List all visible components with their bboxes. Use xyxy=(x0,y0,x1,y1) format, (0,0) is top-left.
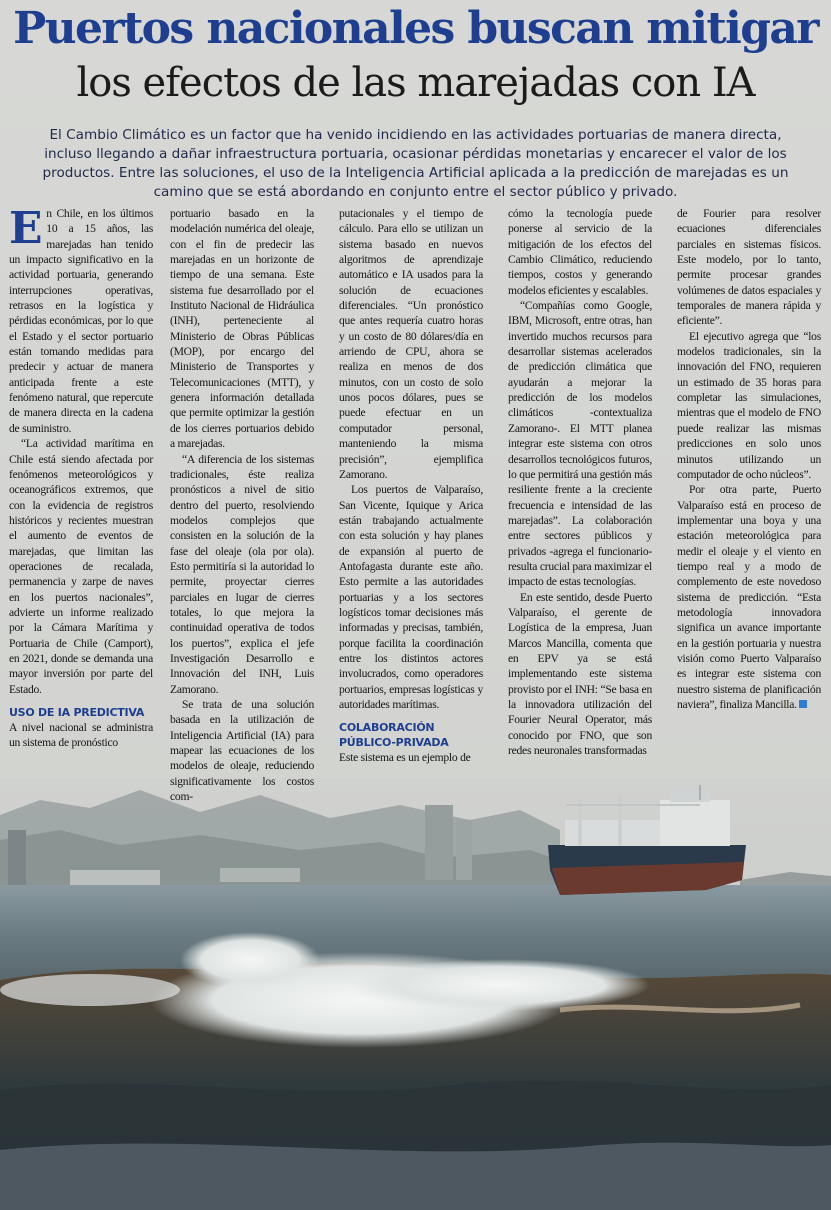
paragraph-text: n Chile, en los últimos 10 a 15 años, las marejadas han tenido un impacto significativo en la actividad portuaria, generando interrupciones operativas, retrasos en la logística y pérdidas económicas, por lo que el Estado y el sector portuario están tomando medidas para predecir y actuar de manera anticipada frente a este fenómeno natural, que repercute de manera directa en la cadena de suministro. xyxy=(9,207,153,435)
headline xyxy=(0,2,831,108)
paragraph: Se trata de una solución basada en la utilización de Inteligencia Artificial (IA) para mapear las ecuaciones de los modelos de oleaje, reduciendo significativamente los costos com- xyxy=(170,698,314,804)
paragraph: portuario basado en la modelación numérica del oleaje, con el fin de predecir las marejadas en un horizonte de tiempo de una semana. Este sistema fue desarrollado por el Instituto Nacional de Hidráulica (INH), perteneciente al Ministerio de Obras Públicas (MOP), por encargo del Ministerio de Transportes y Telecomunicaciones (MTT), y genera información detallada que permite optimizar la gestión de los cierres portuarios debido a marejadas. xyxy=(170,207,314,451)
paragraph xyxy=(9,203,153,436)
drop-cap: E xyxy=(9,203,43,254)
paragraph: “La actividad marítima en Chile está siendo afectada por fenómenos meteorológicos y oceanográficos extremos, que con la evidencia de registros históricos y recientes muestran el aumento de eventos de marejadas, que limitan las operaciones de recalada, permanencia y zarpe de naves en los puertos nacionales”, advierte un informe realizado por la Cámara Marítima y Portuaria de Chile (Camport), en 2021, donde se demanda una mayor inversión por parte del Estado. xyxy=(9,437,153,696)
paragraph: El ejecutivo agrega que “los modelos tradicionales, sin la innovación del FNO, requieren un estimado de 35 horas para completar las simulaciones, mientras que el modelo de FNO puede realizar las mismas predicciones en solo unos minutos utilizando un computador de ocho núcleos”. xyxy=(677,329,821,481)
subheading: COLABORACIÓN PÚBLICO-PRIVADA xyxy=(339,721,449,750)
paragraph: “A diferencia de los sistemas tradicionales, éste realiza pronósticos a nivel de sitio dentro del puerto, resolviendo modelos complejos que consisten en la solución de la fase del oleaje (ola por ola). Esto permitiría si la autoridad lo permite, proyectar cierres parciales en lugar de cierres totales, lo que mejora la continuidad operativa de todos los puertos”, explica el jefe Investigación Desarrollo e Innovación del INH, Luis Zamorano. xyxy=(170,452,314,696)
headline-line-2: los efectos de las marejadas con IA xyxy=(76,60,755,106)
paragraph: “Compañías como Google, IBM, Microsoft, entre otras, han invertido muchos recursos para desarrollar sistemas acelerados de predicción climática que ayudarán a mejorar la predicción de los modelos climáticos -contextualiza Zamorano-. El MTT planea integrar este sistema con otros desarrollos tecnológicos futuros, lo que permitirá una gestión más resiliente frente a la creciente frecuencia e intensidad de las marejadas”. La colaboración entre sectores públicos y privados -agrega el funcionario- resulta crucial para maximizar el impacto de estas tecnologías. xyxy=(508,299,652,589)
paragraph: Los puertos de Valparaíso, San Vicente, Iquique y Arica están trabajando actualmente con esta solución y hay planes de expansión al puerto de Antofagasta durante este año. Esto permite a las autoridades portuarias y a los sectores logísticos tomar decisiones más informadas y precisas, también, porque facilita la coordinación entre los distintos actores involucrados, como operadores portuarios, empresas logísticas y autoridades marítimas. xyxy=(339,483,483,711)
column-4 xyxy=(508,206,652,758)
paragraph xyxy=(677,482,821,712)
lead-paragraph: El Cambio Climático es un factor que ha venido incidiendo en las actividades portuarias de manera directa, incluso llegando a dañar infraestructura portuaria, ocasionar pérdidas monetarias y encarecer el valor de los productos. Entre las soluciones, el uso de la Inteligencia Artificial aplicada a la predicción de marejadas es un camino que se está abordando en conjunto entre el sector público y privado. xyxy=(42,127,789,200)
paragraph-text: Por otra parte, Puerto Valparaíso está en proceso de implementar una boya y una estación meteorológica para medir el oleaje y el viento en tiempo real y a modo de complemento de este novedoso sistema de predicción. “Esta metodología innovadora significa un avance importante en la gestión portuaria y nuestra visión como Puerto Valparaíso es integrar este sistema con nuestro sistema de planificación naviera”, finaliza Mancilla. xyxy=(677,483,821,711)
column-1 xyxy=(9,203,153,751)
paragraph: cómo la tecnología puede ponerse al servicio de la mitigación de los efectos del Cambio Climático, reduciendo tiempos, costos y generando modelos eficientes y escalables. xyxy=(508,207,652,297)
paragraph: Este sistema es un ejemplo de xyxy=(339,751,471,765)
paragraph: En este sentido, desde Puerto Valparaíso, el gerente de Logística de la empresa, Juan Marcos Mancilla, comenta que en EPV ya se está implementando este sistema provisto por el INH: “Se basa en la innovadora utilización del Fourier Neural Operator, más conocido por FNO, que son redes neuronales transformadas xyxy=(508,590,652,758)
end-of-article-icon xyxy=(799,700,807,708)
column-3 xyxy=(339,206,483,766)
column-2 xyxy=(170,206,314,804)
paragraph: putacionales y el tiempo de cálculo. Para ello se utilizan un sistema basado en nuevos algoritmos de aprendizaje automático e IA usados para la solución de ecuaciones diferenciales. “Un pronóstico que antes requería cuatro horas y un costo de 80 dólares/día en arriendo de CPU, ahora se realiza en menos de dos minutos, con un costo de solo unos pocos dólares, pues se puede efectuar en un computador personal, manteniendo la misma precisión”, ejemplifica Zamorano. xyxy=(339,207,483,481)
headline-line-1: Puertos nacionales buscan mitigar xyxy=(13,3,818,54)
paragraph: de Fourier para resolver ecuaciones diferenciales parciales en sistemas físicos. Este modelo, por lo tanto, permite procesar grandes volúmenes de datos espaciales y temporales de manera rápida y eficiente”. xyxy=(677,207,821,328)
subheading: USO DE IA PREDICTIVA xyxy=(9,706,145,719)
column-5 xyxy=(677,206,821,712)
paragraph: A nivel nacional se administra un sistema de pronóstico xyxy=(9,721,153,750)
